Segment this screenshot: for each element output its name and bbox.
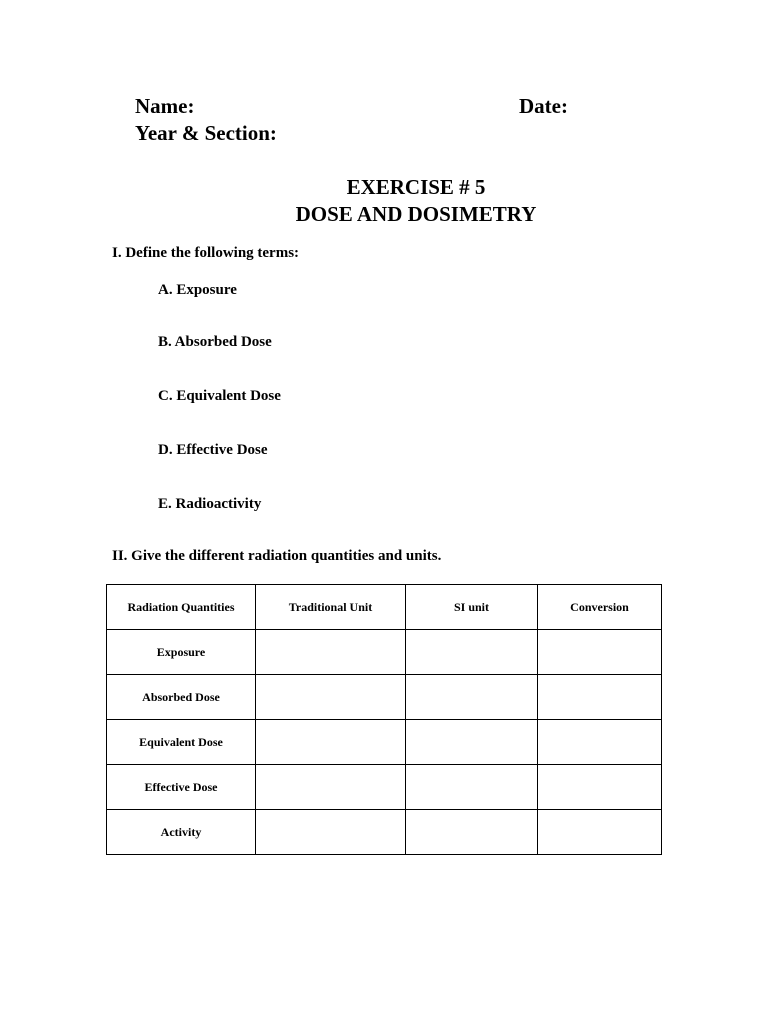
- row-label-cell: Absorbed Dose: [107, 675, 256, 720]
- year-section-label: Year & Section:: [135, 121, 277, 145]
- answer-cell[interactable]: [256, 675, 406, 720]
- answer-cell[interactable]: [538, 765, 662, 810]
- answer-cell[interactable]: [538, 720, 662, 765]
- table-row: [107, 720, 662, 765]
- answer-cell[interactable]: [406, 675, 538, 720]
- exercise-topic-title: DOSE AND DOSIMETRY: [295, 202, 537, 226]
- row-label-cell: Activity: [107, 810, 256, 855]
- header-cell-si-unit: SI unit: [406, 585, 538, 630]
- exercise-number-title: EXERCISE # 5: [346, 175, 486, 199]
- answer-cell[interactable]: [406, 810, 538, 855]
- term-effective-dose: D. Effective Dose: [158, 442, 268, 458]
- answer-cell[interactable]: [538, 675, 662, 720]
- header-cell-conversion: Conversion: [538, 585, 662, 630]
- part1-heading: I. Define the following terms:: [112, 245, 300, 261]
- table-row: [107, 810, 662, 855]
- row-label-cell: Effective Dose: [107, 765, 256, 810]
- part2-heading: II. Give the different radiation quantities and units.: [112, 548, 442, 564]
- name-label: Name:: [135, 94, 195, 118]
- answer-cell[interactable]: [256, 720, 406, 765]
- term-equivalent-dose: C. Equivalent Dose: [158, 388, 281, 404]
- table-row: [107, 765, 662, 810]
- header-cell-radiation-quantities: Radiation Quantities: [107, 585, 256, 630]
- answer-cell[interactable]: [256, 765, 406, 810]
- answer-cell[interactable]: [256, 810, 406, 855]
- answer-cell[interactable]: [256, 630, 406, 675]
- radiation-quantities-table: [106, 584, 662, 855]
- answer-cell[interactable]: [538, 630, 662, 675]
- term-radioactivity: E. Radioactivity: [158, 496, 262, 512]
- header-cell-traditional-unit: Traditional Unit: [256, 585, 406, 630]
- answer-cell[interactable]: [538, 810, 662, 855]
- row-label-cell: Equivalent Dose: [107, 720, 256, 765]
- row-label-cell: Exposure: [107, 630, 256, 675]
- term-exposure: A. Exposure: [158, 282, 237, 298]
- table-row: [107, 630, 662, 675]
- term-absorbed-dose: B. Absorbed Dose: [158, 334, 272, 350]
- answer-cell[interactable]: [406, 630, 538, 675]
- date-label: Date:: [519, 94, 568, 118]
- table-row: [107, 675, 662, 720]
- answer-cell[interactable]: [406, 765, 538, 810]
- answer-cell[interactable]: [406, 720, 538, 765]
- table-header-row: [107, 585, 662, 630]
